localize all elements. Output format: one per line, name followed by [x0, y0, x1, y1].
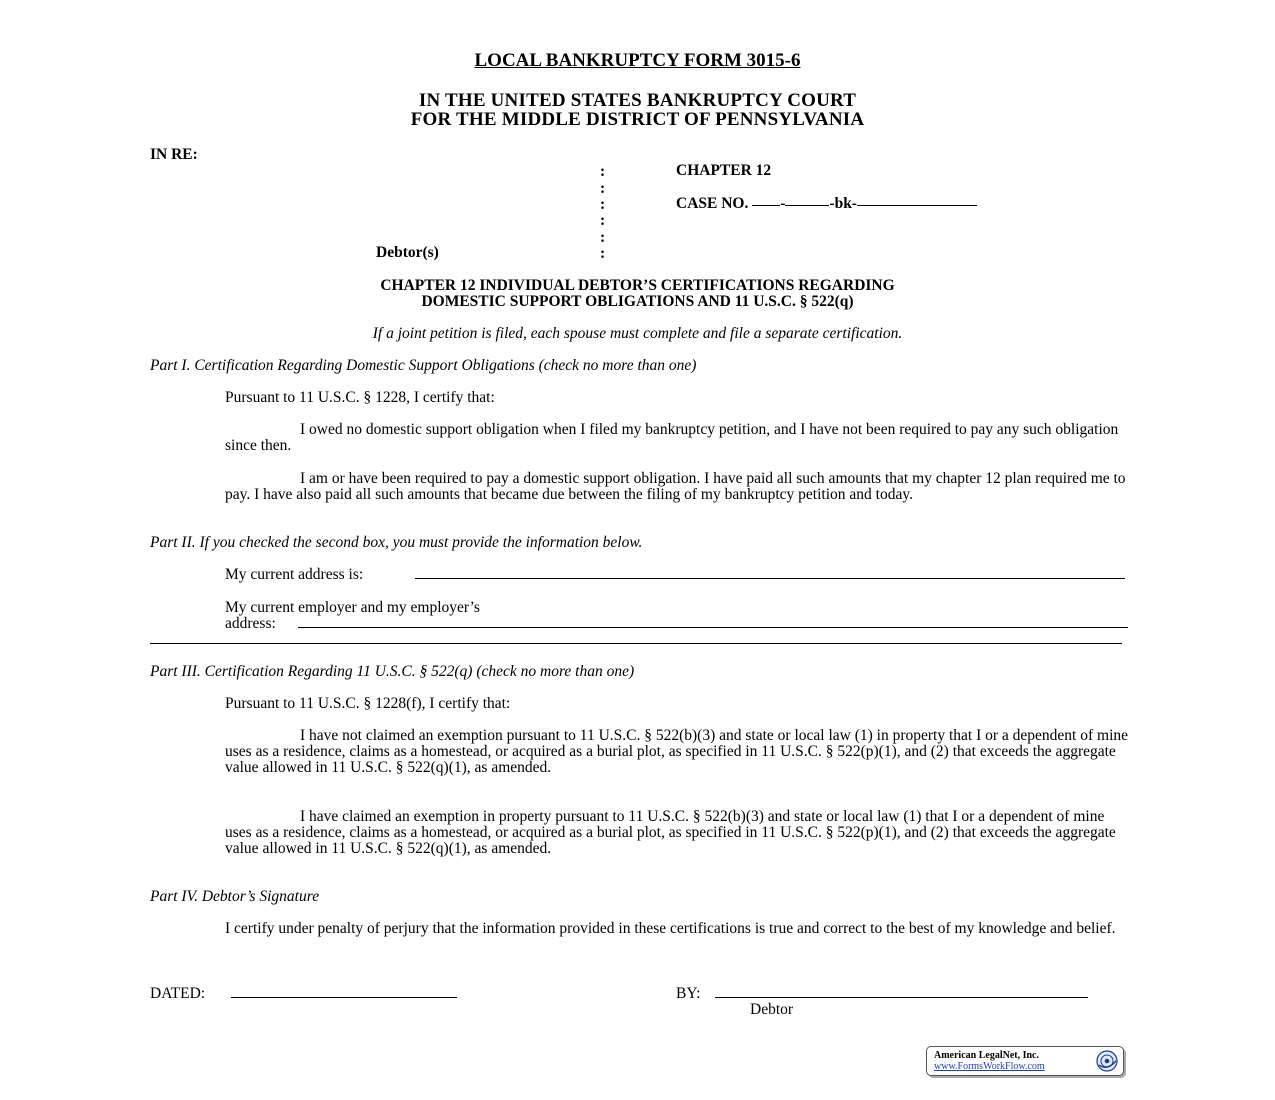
- in-re-label: IN RE:: [150, 146, 198, 163]
- debtors-label: Debtor(s): [376, 244, 439, 261]
- part1-heading: Part I. Certification Regarding Domestic Support Obligations (check no more than one): [150, 357, 697, 374]
- caption-colon: :: [600, 245, 606, 262]
- chapter-label: CHAPTER 12: [676, 162, 772, 179]
- case-no-field-1[interactable]: [752, 205, 780, 206]
- globe-icon: [1095, 1049, 1119, 1073]
- part1-option1: I owed no domestic support obligation when I filed my bankruptcy petition, and I have not been required to pay any such obligation since then.: [225, 421, 1119, 454]
- date-field[interactable]: [231, 997, 457, 998]
- caption-colon: :: [600, 196, 606, 213]
- part1-intro: Pursuant to 11 U.S.C. § 1228, I certify that:: [225, 389, 495, 406]
- employer-address-field-line2[interactable]: [150, 643, 1122, 644]
- caption-colon: :: [600, 229, 606, 246]
- case-number: [676, 196, 977, 212]
- forms-workflow-link[interactable]: www.FormsWorkFlow.com: [934, 1061, 1045, 1072]
- employer-address-field[interactable]: [298, 627, 1128, 628]
- part1-option2: I am or have been required to pay a domestic support obligation. I have paid all such amounts that my chapter 12 plan required me to pay. I have also paid all such amounts that became due between the filing of my bankruptcy petition and today.: [225, 470, 1126, 503]
- part4-heading: Part IV. Debtor’s Signature: [150, 888, 320, 905]
- american-legalnet-logo: [926, 1046, 1124, 1076]
- case-no-field-2[interactable]: [785, 205, 829, 206]
- part3-option2: I have claimed an exemption in property pursuant to 11 U.S.C. § 522(b)(3) and state or local law (1) that I or a dependent of mine uses as a residence, claims as a homestead, or acquired as a burial plot, as specified in 11 U.S.C. § 522(p)(1), and (2) that exceeds the aggregate value allowed in 11 U.S.C. § 522(q)(1), as amended.: [225, 808, 1116, 857]
- court-name-line1: IN THE UNITED STATES BANKRUPTCY COURT: [418, 90, 857, 111]
- case-no-separator: -: [780, 195, 786, 212]
- logo-company-name: American LegalNet, Inc.: [934, 1050, 1039, 1061]
- part3-heading: Part III. Certification Regarding 11 U.S.C. § 522(q) (check no more than one): [150, 663, 635, 680]
- case-no-label: CASE NO.: [676, 195, 749, 212]
- perjury-certification: I certify under penalty of perjury that the information provided in these certifications is true and correct to the best of my knowledge and belief.: [225, 920, 1116, 937]
- certification-heading-line1: CHAPTER 12 INDIVIDUAL DEBTOR’S CERTIFICATIONS REGARDING: [380, 277, 895, 294]
- current-address-label: My current address is:: [225, 566, 364, 583]
- employer-label-line1: My current employer and my employer’s: [225, 599, 480, 616]
- court-name-line2: FOR THE MIDDLE DISTRICT OF PENNSYLVANIA: [410, 109, 865, 130]
- joint-petition-note: If a joint petition is filed, each spouse must complete and file a separate certification.: [372, 325, 903, 342]
- by-label: BY:: [676, 985, 701, 1002]
- debtor-signature-field[interactable]: [715, 997, 1088, 998]
- caption-colon: :: [600, 212, 606, 229]
- certification-heading-line2: DOMESTIC SUPPORT OBLIGATIONS AND 11 U.S.C. § 522(q): [421, 293, 854, 310]
- case-no-field-3[interactable]: [857, 205, 977, 206]
- caption-colon: :: [600, 163, 606, 180]
- form-title: LOCAL BANKRUPTCY FORM 3015-6: [474, 50, 801, 71]
- part3-option1: I have not claimed an exemption pursuant to 11 U.S.C. § 522(b)(3) and state or local law (1) in property that I or a dependent of mine uses as a residence, claims as a homestead, or acquired as a burial plot, as specified in 11 U.S.C. § 522(p)(1), and (2) that exceeds the aggregate value allowed in 11 U.S.C. § 522(q)(1), as amended.: [225, 727, 1129, 776]
- employer-label-line2: address:: [225, 615, 276, 632]
- debtor-signature-caption: Debtor: [750, 1001, 794, 1018]
- caption-colon: :: [600, 180, 606, 197]
- current-address-field[interactable]: [415, 578, 1125, 579]
- part3-intro: Pursuant to 11 U.S.C. § 1228(f), I certify that:: [225, 695, 511, 712]
- case-no-separator: -bk-: [829, 195, 857, 212]
- part2-heading: Part II. If you checked the second box, you must provide the information below.: [150, 534, 643, 551]
- dated-label: DATED:: [150, 985, 206, 1002]
